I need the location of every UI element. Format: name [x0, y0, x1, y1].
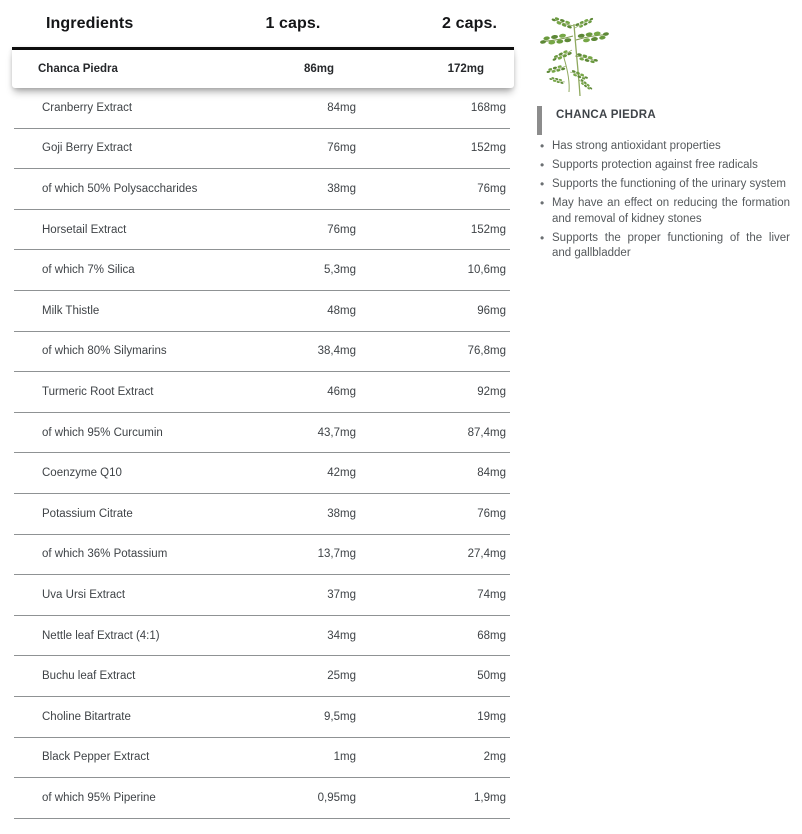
- benefit-bullet-item: • Supports the functioning of the urinary system: [537, 177, 790, 193]
- ingredient-name: of which 50% Polysaccharides: [42, 182, 198, 195]
- value-1caps: 9,5mg: [324, 710, 356, 723]
- value-1caps: 5,3mg: [324, 264, 356, 277]
- ingredient-name: Nettle leaf Extract (4:1): [42, 629, 160, 642]
- value-1caps: 42mg: [327, 467, 356, 480]
- value-1caps: 13,7mg: [317, 548, 356, 561]
- benefit-bullet-item: • Has strong antioxidant properties: [537, 139, 790, 155]
- value-2caps: 76mg: [477, 182, 506, 195]
- value-1caps: 76mg: [327, 223, 356, 236]
- value-2caps: 76mg: [477, 507, 506, 520]
- value-2caps: 2mg: [483, 751, 506, 764]
- table-row: [14, 413, 510, 454]
- value-2caps: 10,6mg: [467, 264, 506, 277]
- benefit-bullet-item: • May have an effect on reducing the formation and removal of kidney stones: [537, 196, 790, 227]
- table-row: [14, 372, 510, 413]
- ingredients-table: [14, 0, 510, 834]
- sidebar-heading: CHANCA PIEDRA: [556, 109, 656, 121]
- ingredient-name: Coenzyme Q10: [42, 467, 122, 480]
- benefit-bullet-item: • Supports protection against free radicals: [537, 158, 790, 174]
- value-2caps: 87,4mg: [467, 426, 506, 439]
- info-sidebar: [510, 0, 802, 834]
- table-row: [14, 210, 510, 251]
- ingredient-name: Black Pepper Extract: [42, 751, 150, 764]
- value-1caps: 76mg: [327, 142, 356, 155]
- table-row: [14, 494, 510, 535]
- table-row: [14, 656, 510, 697]
- value-1caps: 38mg: [327, 507, 356, 520]
- table-row: [14, 169, 510, 210]
- ingredient-name: Milk Thistle: [42, 304, 100, 317]
- table-row: [14, 738, 510, 779]
- value-1caps: 46mg: [327, 385, 356, 398]
- value-1caps: 84mg: [327, 101, 356, 114]
- value-2caps: 68mg: [477, 629, 506, 642]
- benefits-list: [537, 139, 790, 262]
- ingredient-name: Uva Ursi Extract: [42, 588, 126, 601]
- table-row: [14, 291, 510, 332]
- ingredient-name: of which 95% Piperine: [42, 791, 156, 804]
- ingredient-name: Turmeric Root Extract: [42, 385, 154, 398]
- table-row: [14, 778, 510, 819]
- value-2caps: 152mg: [470, 223, 506, 236]
- value-2caps: 96mg: [477, 304, 506, 317]
- ingredient-name: of which 95% Curcumin: [42, 426, 163, 439]
- table-row: [14, 616, 510, 657]
- value-1caps: 43,7mg: [317, 426, 356, 439]
- ingredient-name: Goji Berry Extract: [42, 142, 133, 155]
- table-header-row: [14, 0, 510, 47]
- value-1caps: 1mg: [333, 751, 356, 764]
- value-2caps: 19mg: [477, 710, 506, 723]
- ingredient-name: Potassium Citrate: [42, 507, 133, 520]
- value-1caps: 38mg: [327, 182, 356, 195]
- value-1caps: 25mg: [327, 670, 356, 683]
- ingredient-name: of which 36% Potassium: [42, 548, 168, 561]
- ingredient-name: of which 7% Silica: [42, 264, 135, 277]
- value-2caps: 168mg: [470, 101, 506, 114]
- table-row: [14, 88, 510, 129]
- ingredient-name: Horsetail Extract: [42, 223, 127, 236]
- header-2caps: 2 caps.: [442, 14, 497, 32]
- table-row: [14, 332, 510, 373]
- table-row: [14, 129, 510, 170]
- ingredient-name: Chanca Piedra: [38, 63, 118, 75]
- header-ingredients: Ingredients: [46, 14, 134, 32]
- table-row: [14, 575, 510, 616]
- chanca-piedra-plant-illustration: [539, 16, 619, 98]
- ingredient-name: of which 80% Silymarins: [42, 345, 167, 358]
- value-2caps: 92mg: [477, 385, 506, 398]
- value-2caps: 84mg: [477, 467, 506, 480]
- value-2caps: 1,9mg: [474, 791, 506, 804]
- value-2caps: 172mg: [447, 63, 484, 75]
- value-1caps: 86mg: [303, 63, 334, 75]
- table-row: [14, 250, 510, 291]
- sidebar-heading-block: [537, 106, 790, 135]
- value-2caps: 27,4mg: [467, 548, 506, 561]
- benefit-bullet-item: • Supports the proper functioning of the liver and gallbladder: [537, 231, 790, 262]
- table-row: [14, 697, 510, 738]
- table-row: [14, 535, 510, 576]
- highlighted-row-chanca-piedra: [12, 47, 514, 88]
- value-2caps: 74mg: [477, 588, 506, 601]
- value-1caps: 34mg: [327, 629, 356, 642]
- header-1caps: 1 caps.: [265, 14, 321, 32]
- ingredient-name: Buchu leaf Extract: [42, 670, 136, 683]
- table-body: [14, 88, 510, 819]
- value-1caps: 0,95mg: [317, 791, 356, 804]
- value-1caps: 38,4mg: [317, 345, 356, 358]
- ingredient-name: Choline Bitartrate: [42, 710, 131, 723]
- ingredient-name: Cranberry Extract: [42, 101, 133, 114]
- value-2caps: 76,8mg: [467, 345, 506, 358]
- value-2caps: 50mg: [477, 670, 506, 683]
- value-1caps: 48mg: [327, 304, 356, 317]
- value-2caps: 152mg: [470, 142, 506, 155]
- value-1caps: 37mg: [327, 588, 356, 601]
- table-row: [14, 453, 510, 494]
